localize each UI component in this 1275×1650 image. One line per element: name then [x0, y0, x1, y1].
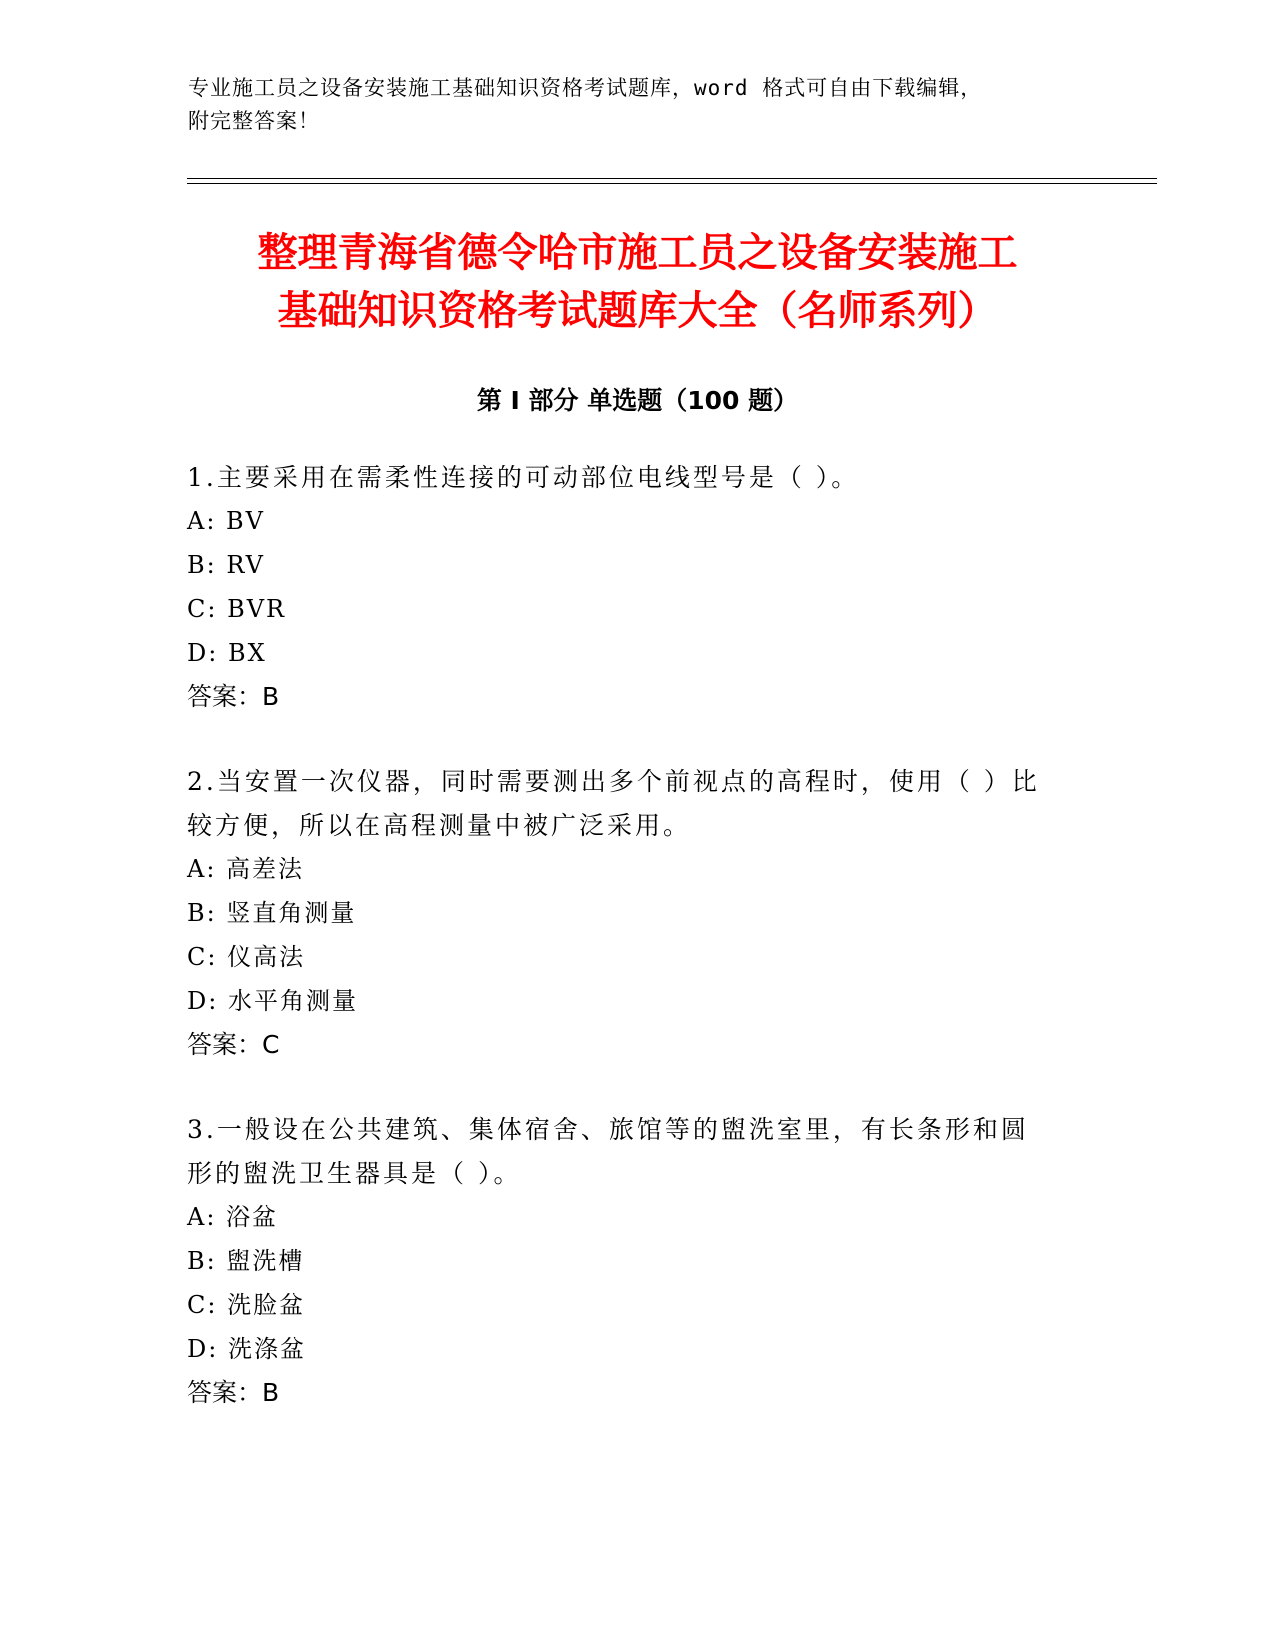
question-1-option-b: B: RV — [187, 551, 265, 579]
question-2-option-a: A: 高差法 — [187, 855, 305, 883]
question-2-option-c: C: 仪高法 — [187, 943, 306, 971]
question-3-answer: 答案：B — [187, 1378, 280, 1407]
document-title-line-1: 整理青海省德令哈市施工员之设备安装施工 — [257, 230, 1018, 276]
header-note-line-2: 附完整答案！ — [188, 109, 320, 133]
header-divider-bottom — [187, 183, 1157, 184]
section-heading: 第 I 部分 单选题（100 题） — [476, 386, 799, 415]
document-title-line-2: 基础知识资格考试题库大全（名师系列） — [277, 288, 998, 334]
header-divider-top — [187, 178, 1157, 179]
document-title — [0, 224, 1275, 340]
question-1-option-a: A: BV — [187, 507, 266, 535]
question-3-option-c: C: 洗脸盆 — [187, 1291, 306, 1319]
header-note-line-1: 专业施工员之设备安装施工基础知识资格考试题库，word 格式可自由下载编辑， — [188, 76, 983, 100]
question-3-stem-line-2: 形的盥洗卫生器具是（ ）。 — [187, 1159, 522, 1188]
header-note — [188, 72, 1068, 138]
question-3-option-a: A: 浴盆 — [187, 1203, 279, 1231]
question-2-option-b: B: 竖直角测量 — [187, 899, 357, 927]
question-1-option-c: C: BVR — [187, 595, 287, 623]
question-2-stem-line-1: 2.当安置一次仪器，同时需要测出多个前视点的高程时，使用（ ）比 — [187, 767, 1040, 796]
question-2-option-d: D: 水平角测量 — [187, 987, 358, 1015]
question-2-stem-line-2: 较方便，所以在高程测量中被广泛采用。 — [187, 811, 692, 840]
question-3-stem-line-1: 3.一般设在公共建筑、集体宿舍、旅馆等的盥洗室里，有长条形和圆 — [187, 1115, 1029, 1144]
question-1-stem: 1.主要采用在需柔性连接的可动部位电线型号是（ ）。 — [187, 463, 860, 492]
question-2-answer: 答案：C — [187, 1030, 280, 1059]
question-1-option-d: D: BX — [187, 639, 267, 667]
question-1-answer: 答案：B — [187, 682, 280, 711]
question-3-option-b: B: 盥洗槽 — [187, 1247, 305, 1275]
question-3-option-d: D: 洗涤盆 — [187, 1335, 306, 1363]
